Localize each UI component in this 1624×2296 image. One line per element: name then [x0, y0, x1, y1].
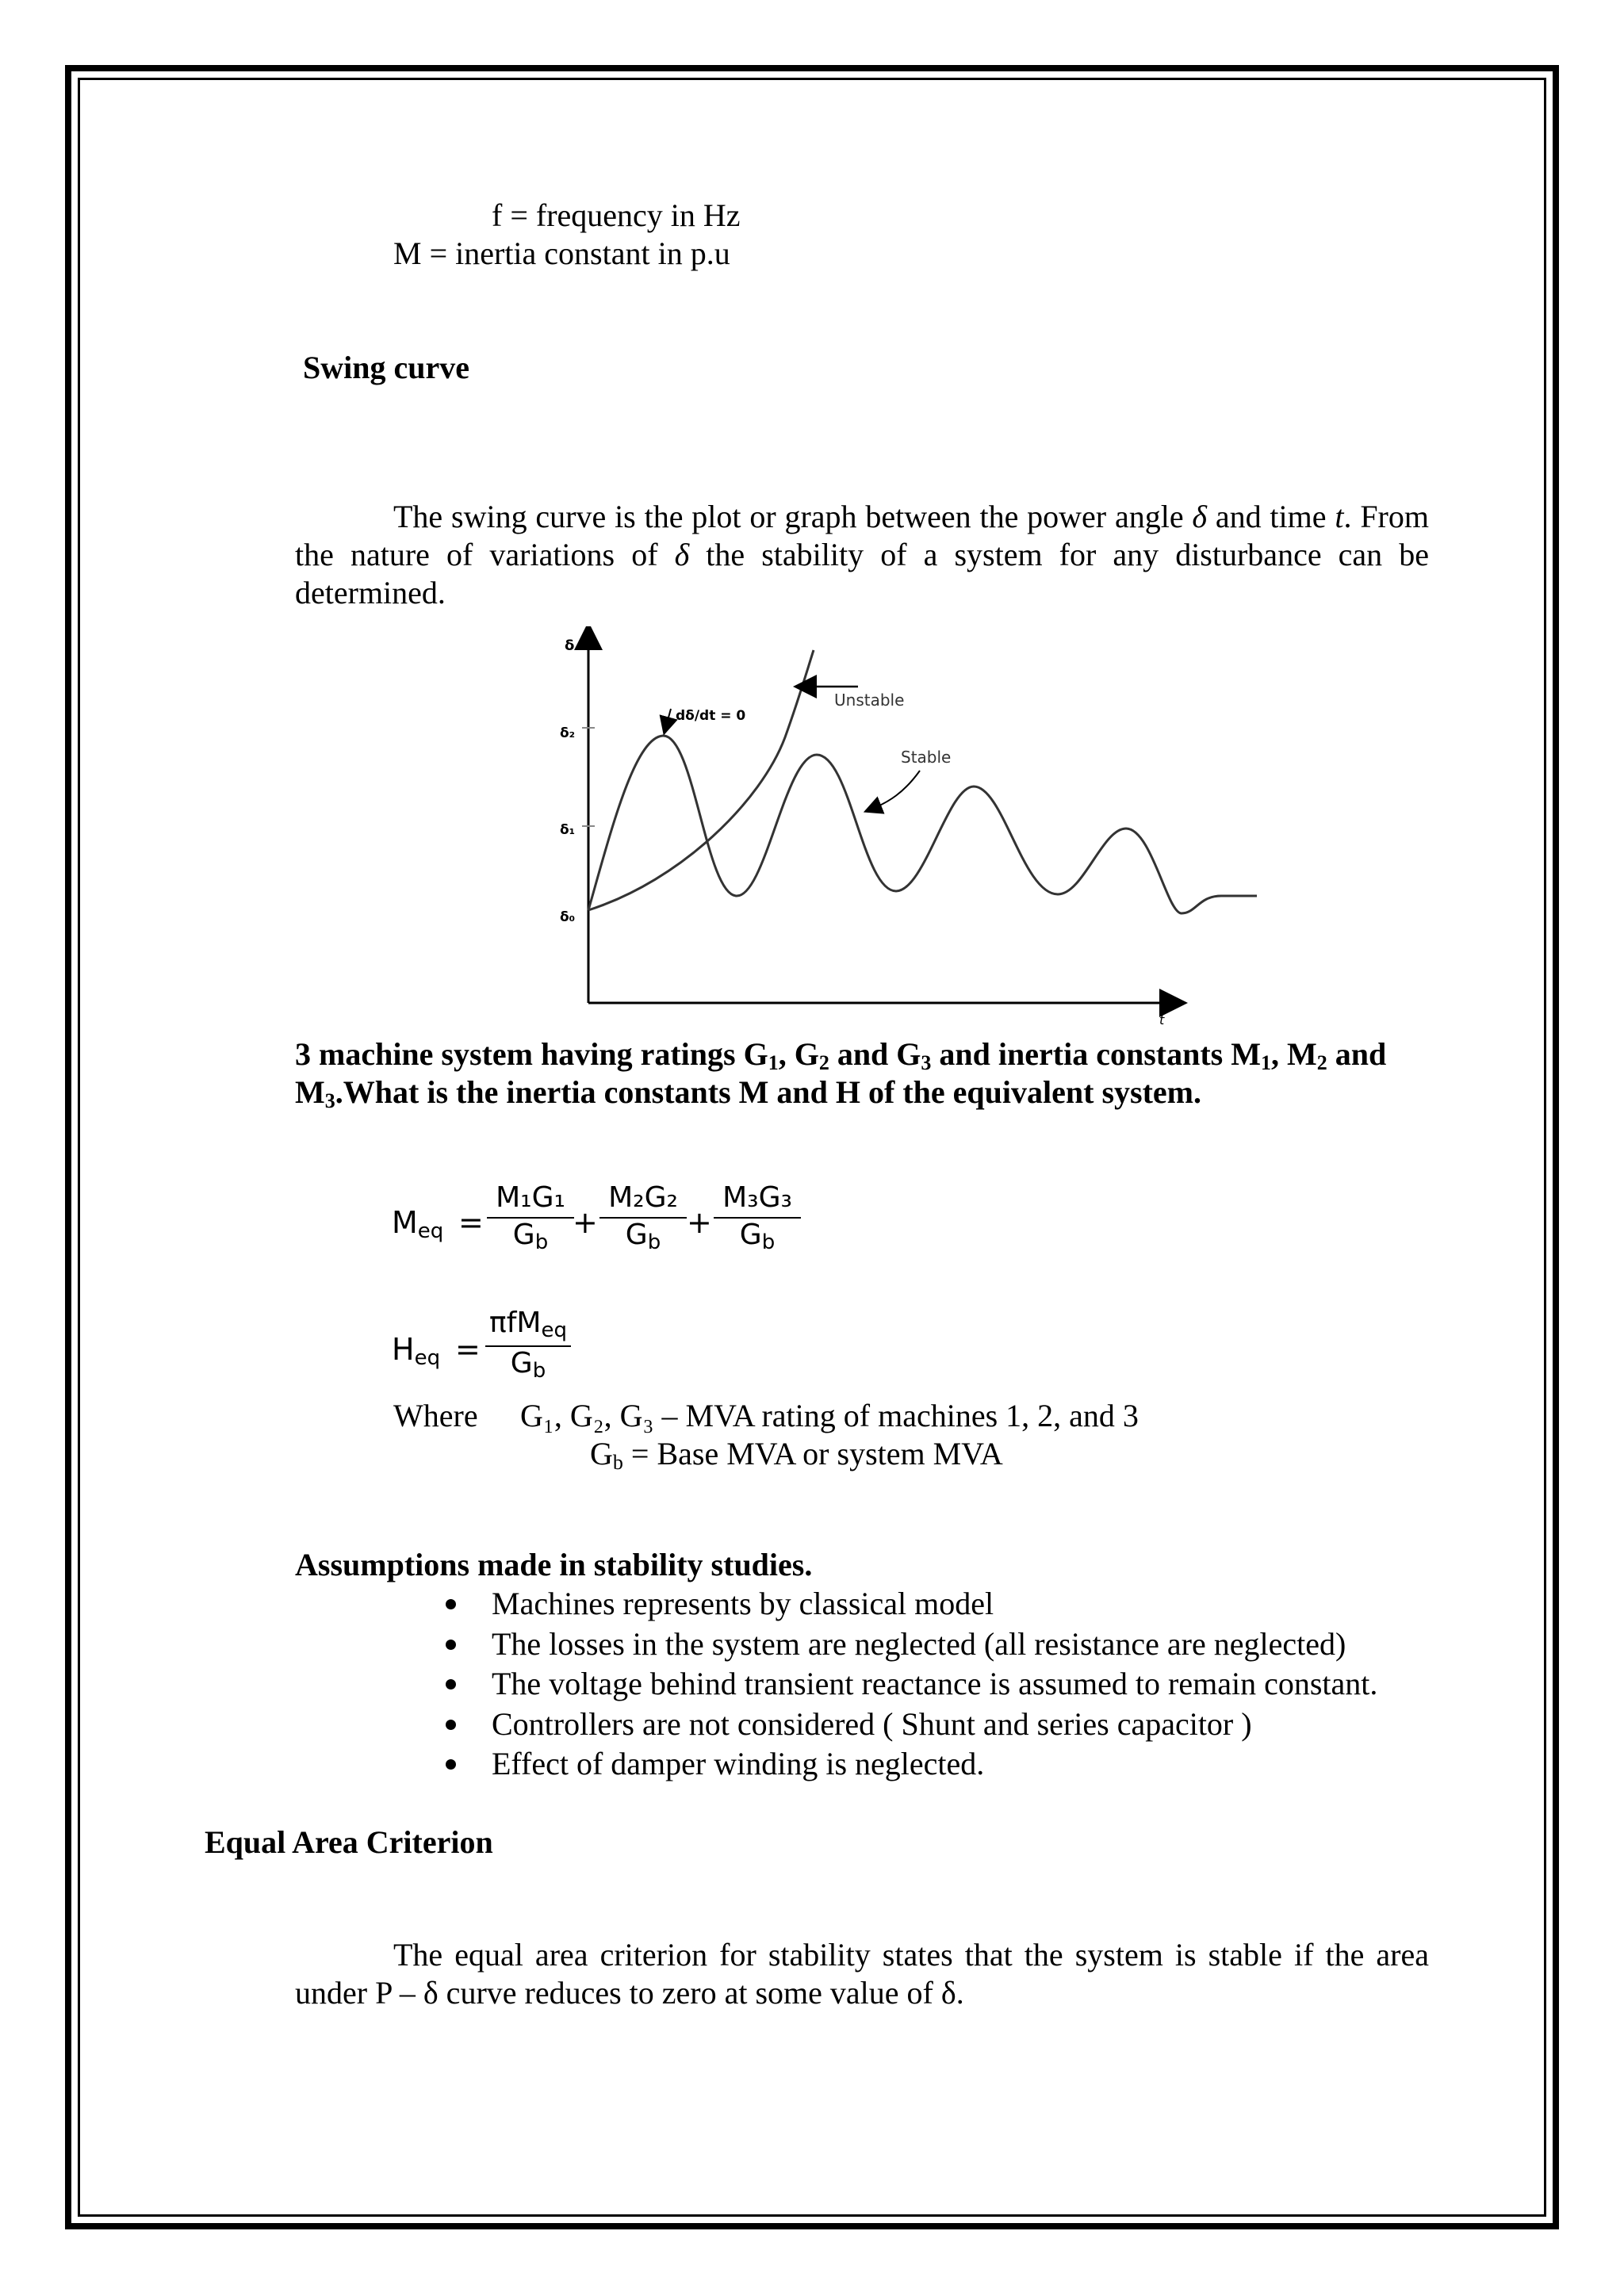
where-g-definition: G₁, G₂, G₃ – MVA rating of machines 1, 2, and 3 [520, 1398, 1139, 1433]
list-item: Machines represents by classical model [428, 1584, 1377, 1624]
where-gb-definition: $G_b$ = Base MVA or system MVA [590, 1436, 1003, 1474]
annotation-unstable: Unstable [834, 691, 905, 710]
page-border-inner [78, 78, 1546, 2217]
tick-label-delta1: δ₁ [560, 822, 576, 838]
equal-area-paragraph: The equal area criterion for stability states that the system is stable if the area under P – δ curve reduces to zero at some value of δ. [295, 1937, 1429, 2011]
list-item: Controllers are not considered ( Shunt and series capacitor ) [428, 1705, 1377, 1745]
swing-curve-chart [547, 626, 1277, 1031]
assumptions-heading: Assumptions made in stability studies. [295, 1547, 813, 1582]
list-item: Effect of damper winding is neglected. [428, 1744, 1377, 1785]
annotation-derivative: dδ/dt = 0 [676, 708, 746, 724]
swing-curve-paragraph: The swing curve is the plot or graph between the power angle δ and time t. From the nature of variations of δ the stability of a system for any disturbance can be determined. [295, 499, 1429, 610]
machine-question-line1: 3 machine system having ratings $G_1$, $G_2$ and $G_3$ and inertia constants $M_1$, $M_2$ and [295, 1036, 1387, 1074]
equal-area-heading: Equal Area Criterion [205, 1824, 493, 1860]
tick-label-delta2: δ₂ [560, 725, 576, 741]
frequency-definition: f = frequency in Hz [492, 197, 741, 233]
derivative-pointer [666, 709, 671, 726]
inertia-definition: M = inertia constant in p.u [393, 235, 730, 271]
y-axis-label: δ [565, 637, 575, 654]
x-axis-label: t [1159, 1012, 1165, 1027]
unstable-curve [588, 650, 814, 910]
swing-curve-heading: Swing curve [303, 350, 469, 385]
machine-question-line2: $M_3.What$ is the inertia constants M and H of the equivalent system. [295, 1074, 1201, 1112]
annotation-stable: Stable [901, 748, 952, 767]
stable-pointer [872, 771, 920, 809]
where-label: Where [393, 1398, 478, 1433]
list-item: The voltage behind transient reactance is assumed to remain constant. [428, 1664, 1377, 1705]
tick-label-delta0: δ₀ [560, 909, 576, 925]
assumptions-list [428, 1584, 1377, 1785]
list-item: The losses in the system are neglected (all resistance are neglected) [428, 1624, 1377, 1665]
